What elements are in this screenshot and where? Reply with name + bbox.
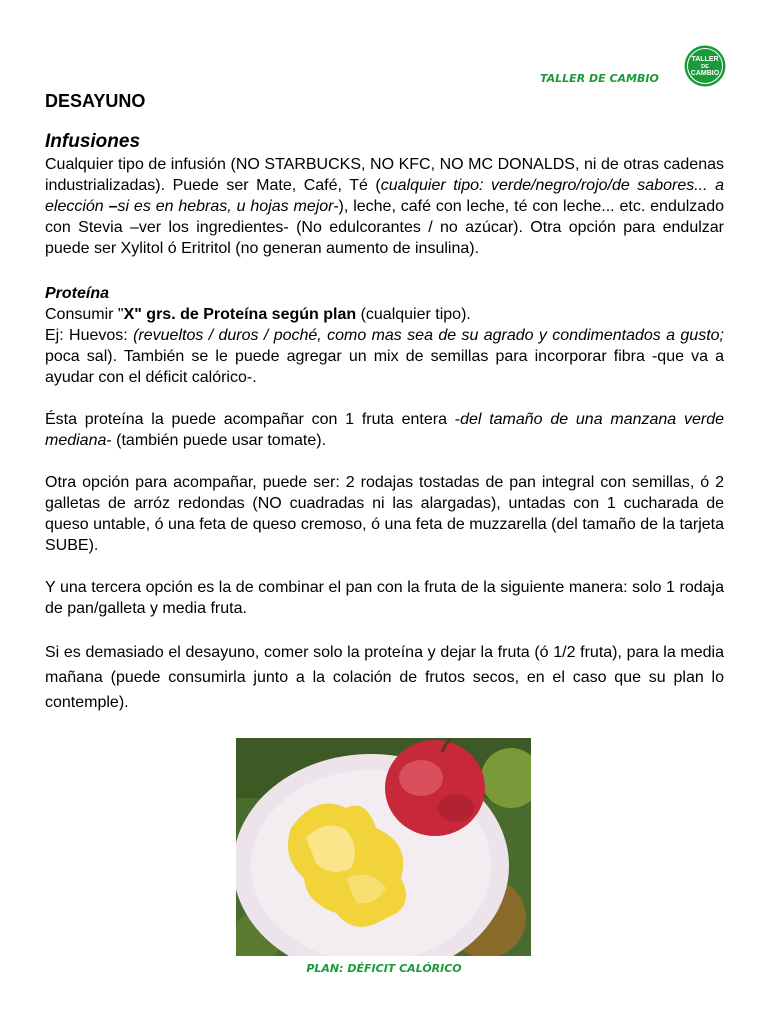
paragraph-tercera-opcion: Y una tercera opción es la de combinar el pan con la fruta de la siguiente manera: solo 1 rodaja de pan/galleta y media fruta.	[45, 579, 724, 617]
logo-line3: CAMBIO	[690, 70, 720, 77]
header-brand-text: TALLER DE CAMBIO	[540, 72, 659, 85]
paragraph-proteina-fruta: Ésta proteína la puede acompañar con 1 fruta entera -del tamaño de una manzana verde mediana- (también puede usar tomate).	[45, 411, 724, 449]
section-heading-infusiones: Infusiones	[45, 131, 141, 152]
logo-line2: DE	[701, 64, 709, 70]
taller-de-cambio-logo	[684, 45, 726, 87]
breakfast-photo	[236, 738, 531, 956]
paragraph-proteina-consumir: Consumir "X" grs. de Proteína según plan (cualquier tipo).	[45, 306, 471, 323]
paragraph-proteina-ejemplo: Ej: Huevos: (revueltos / duros / poché, como mas sea de su agrado y condimentados a gusto; poca sal). También se le puede agregar un mix de semillas para incorporar fibra -que va a ayudar con el déficit calórico-.	[45, 327, 724, 386]
paragraph-infusiones: Cualquier tipo de infusión (NO STARBUCKS, NO KFC, NO MC DONALDS, ni de otras cadenas industrializadas). Puede ser Mate, Café, Té (cualquier tipo: verde/negro/rojo/de sabores... a elección –si es en hebras, u hojas mejor-), leche, café con leche, té con leche... etc. endulzado con Stevia –ver los ingredientes- (No edulcorantes / no azúcar). Otra opción para endulzar puede ser Xylitol ó Eritritol (no generan aumento de insulina).	[45, 156, 724, 257]
logo-line1: TALLER	[691, 56, 719, 63]
paragraph-otra-opcion: Otra opción para acompañar, puede ser: 2 rodajas tostadas de pan integral con semillas, ó 2 galletas de arróz redondas (NO cuadradas ni las alargadas), untadas con 1 cucharada de queso untable, ó una feta de queso cremoso, ó una feta de muzzarella (del tamaño de la tarjeta SUBE).	[45, 474, 724, 554]
page-title: DESAYUNO	[45, 91, 146, 111]
document-body	[45, 88, 724, 715]
paragraph-demasiado: Si es demasiado el desayuno, comer solo la proteína y dejar la fruta (ó 1/2 fruta), para la media mañana (puede consumirla junto a la colación de frutos secos, en el caso que su plan lo contemple).	[45, 644, 724, 711]
figure-caption: PLAN: DÉFICIT CALÓRICO	[306, 962, 462, 975]
section-heading-proteina: Proteína	[45, 285, 110, 302]
